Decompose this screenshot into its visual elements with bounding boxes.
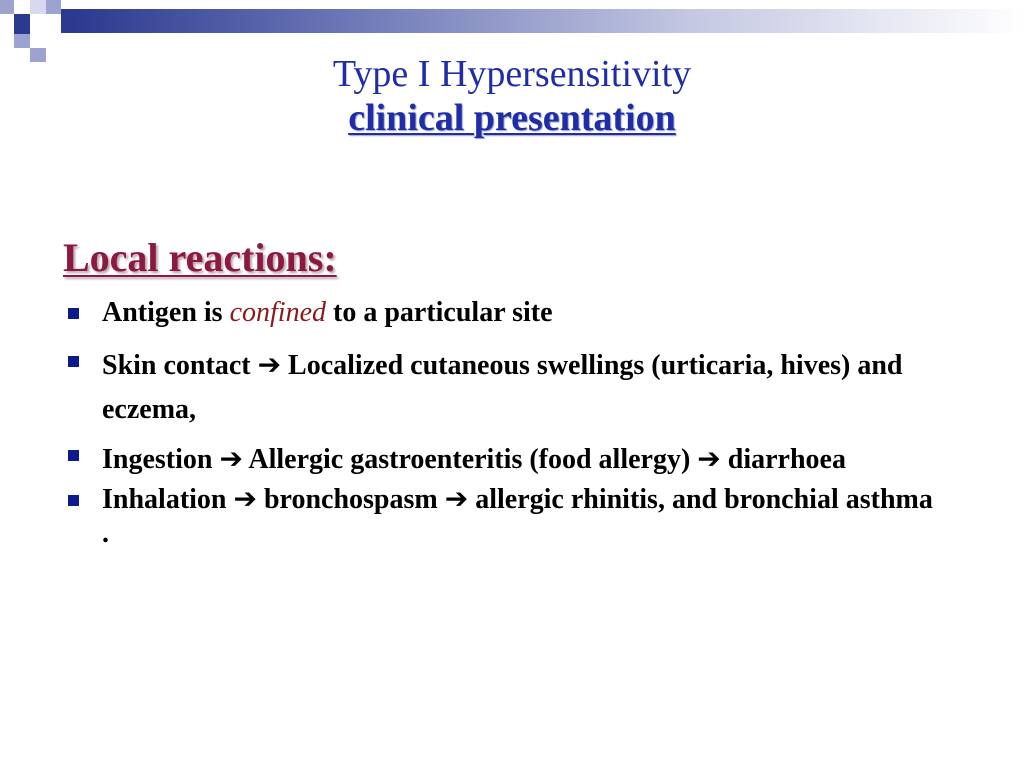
decor-square (61, 9, 75, 33)
right-arrow-icon: ➔ (697, 442, 721, 475)
bullet-item (64, 482, 944, 551)
bullet-list (64, 295, 944, 551)
title-line-1: Type I Hypersensitivity (332, 53, 692, 95)
bullet-text: Inhalation (102, 484, 234, 515)
header-gradient-bar (75, 9, 1024, 33)
square-bullet-icon (68, 308, 79, 319)
bullet-text: to a particular site (326, 297, 553, 328)
bullet-emphasis: confined (229, 297, 326, 328)
bullet-item (64, 343, 944, 432)
title-line-2: clinical presentation (348, 97, 676, 139)
bullet-text: Allergic gastroenteritis (food allergy) (242, 444, 698, 475)
bullet-text: Localized cutaneous swellings (urticaria, hives) and eczema, (102, 350, 903, 425)
bullet-text: diarrhoea (720, 444, 846, 475)
bullet-text: allergic rhinitis, and bronchial asthma . (102, 484, 933, 549)
square-bullet-icon (68, 450, 79, 461)
decor-square (30, 14, 46, 34)
right-arrow-icon: ➔ (444, 482, 469, 515)
decor-square (14, 14, 30, 34)
decor-square (46, 0, 61, 14)
square-bullet-icon (68, 356, 79, 367)
decor-square (0, 0, 14, 14)
right-arrow-icon: ➔ (257, 348, 282, 381)
bullet-item (64, 437, 944, 482)
bullet-text: Ingestion (102, 444, 220, 475)
bullet-text: bronchospasm (256, 484, 445, 515)
right-arrow-icon: ➔ (219, 442, 243, 475)
decor-square (30, 0, 46, 14)
section-heading: Local reactions: (63, 235, 337, 280)
slide-title (0, 52, 1024, 140)
square-bullet-icon (68, 495, 79, 506)
decor-square (46, 14, 61, 34)
bullet-item (64, 295, 944, 331)
bullet-text: Skin contact (102, 350, 258, 381)
bullet-text: Antigen is (102, 297, 230, 328)
decor-square (14, 34, 30, 48)
right-arrow-icon: ➔ (233, 482, 257, 515)
